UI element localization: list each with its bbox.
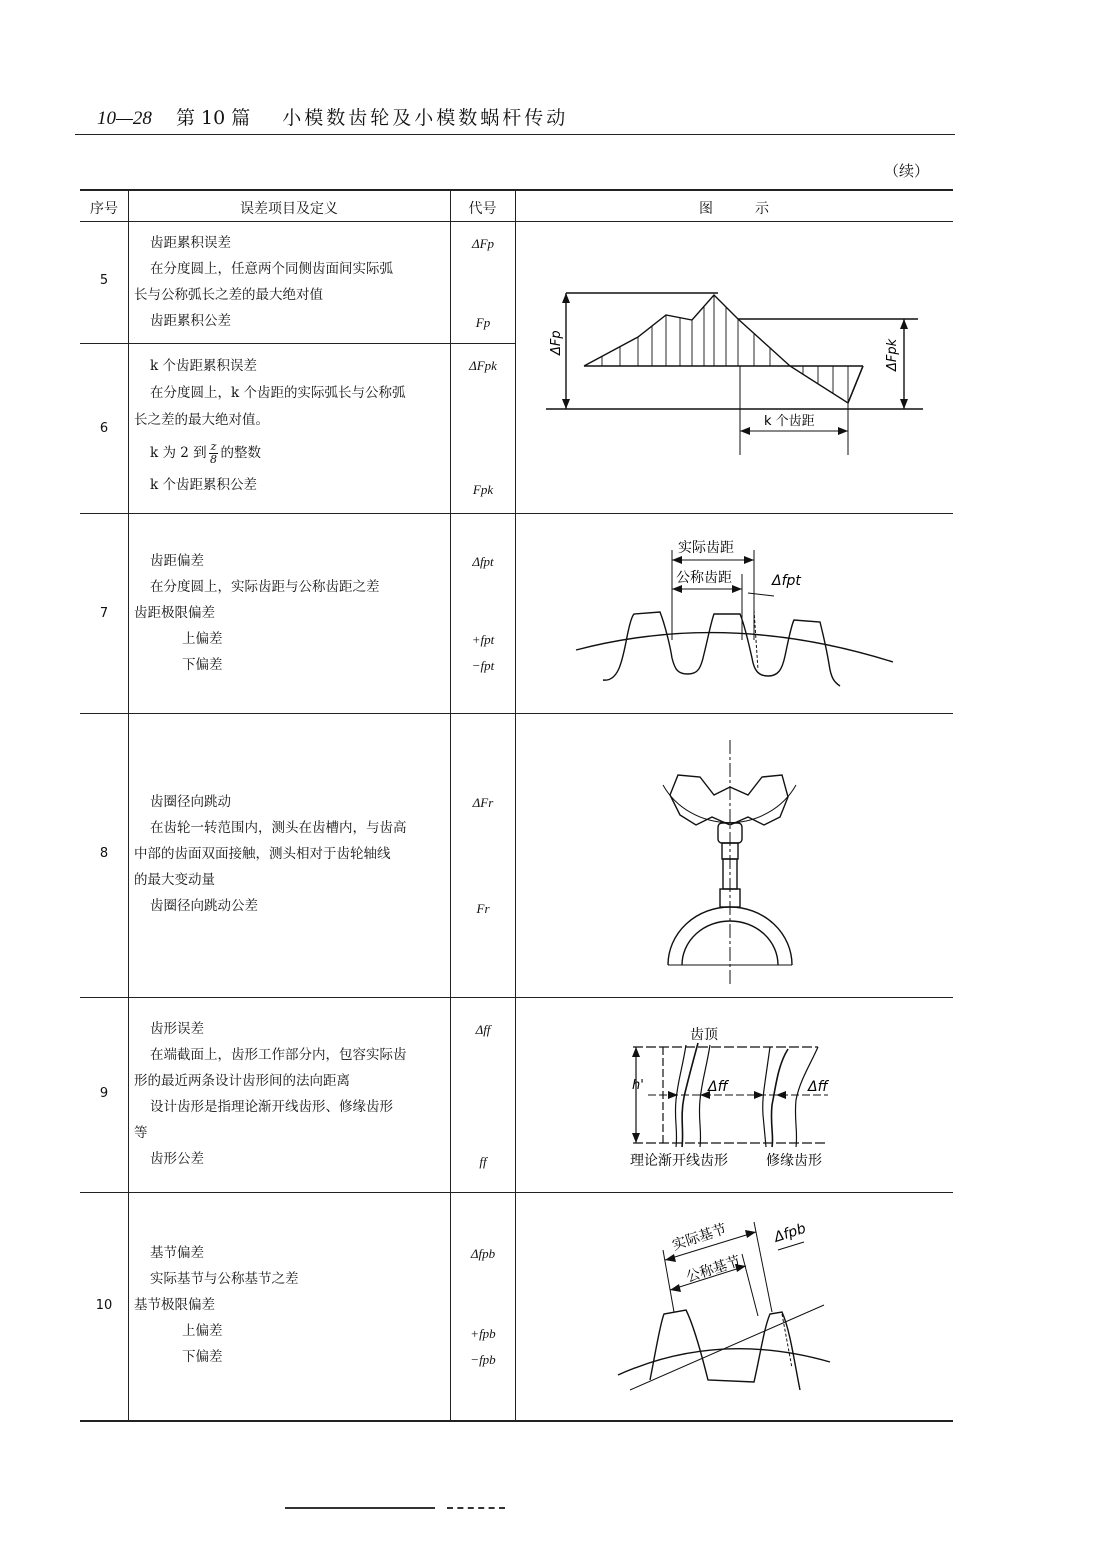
col-header-figure: 图 示 <box>699 201 769 217</box>
row-10-code: Δfpb <box>470 1246 496 1261</box>
scan-mark <box>285 1507 435 1509</box>
fraction-numerator: z <box>210 440 217 453</box>
hatching <box>602 295 848 403</box>
row-7-code: +fpt <box>471 632 495 647</box>
row-6-text <box>134 353 446 499</box>
fraction <box>209 441 219 466</box>
col-divider-2 <box>450 190 451 1420</box>
tooth-flank-actual <box>754 610 758 670</box>
part-label: 第 10 篇 <box>175 107 251 129</box>
row-9-number: 9 <box>99 1086 109 1101</box>
row-5-text <box>134 230 446 334</box>
label-nominal-base-pitch: 公称基节 <box>684 1253 743 1286</box>
row-7-line: 齿距偏差 <box>150 553 204 569</box>
label-actual-base-pitch: 实际基节 <box>670 1221 729 1254</box>
row-6-frac-prefix: k 为 2 到 <box>150 445 207 461</box>
figure-radial-runout <box>518 735 938 995</box>
row-10-code: +fpb <box>470 1326 496 1341</box>
row-6-line: 长之差的最大绝对值。 <box>134 412 269 428</box>
row-5-code: ΔFp <box>471 236 495 251</box>
leader-delta <box>748 593 774 596</box>
label-h: h' <box>632 1078 644 1093</box>
row-10-text <box>134 1240 446 1370</box>
row-6-frac-suffix: 的整数 <box>220 445 261 461</box>
page-number: 10—28 <box>97 108 152 129</box>
row-10-line: 实际基节与公称基节之差 <box>150 1271 299 1287</box>
row-9-code: ff <box>479 1154 487 1169</box>
row-8-code: Fr <box>476 901 490 916</box>
row-7-code: Δfpt <box>472 554 494 569</box>
row-9-line: 形的最近两条设计齿形间的法向距离 <box>134 1073 350 1089</box>
line-of-action <box>630 1305 824 1390</box>
gear-teeth <box>650 1310 800 1390</box>
pitch-circle <box>576 633 893 662</box>
col-header-code: 代号 <box>468 201 497 217</box>
row-7-number: 7 <box>99 606 109 621</box>
row-6-code: ΔFpk <box>469 358 497 373</box>
row-10-line: 下偏差 <box>182 1349 223 1365</box>
table-header-rule <box>80 221 953 222</box>
row-6-line: k 个齿距累积误差 <box>150 358 257 374</box>
row-7-line: 下偏差 <box>182 657 223 673</box>
row-8-line: 齿圈径向跳动 <box>150 794 231 810</box>
label-nominal-pitch: 公称齿距 <box>676 570 732 586</box>
row-5-number: 5 <box>99 273 109 288</box>
row-5-line: 齿距累积公差 <box>150 313 231 329</box>
row-6-line: 在分度圆上，k 个齿距的实际弧长与公称弧 <box>150 385 406 401</box>
row-8-number: 8 <box>99 846 109 861</box>
row-7-line: 上偏差 <box>182 631 223 647</box>
row-7-line: 齿距极限偏差 <box>134 605 215 621</box>
col-divider-3 <box>515 190 516 1420</box>
row-9-line: 齿形公差 <box>150 1151 204 1167</box>
row-8-line: 的最大变动量 <box>134 872 215 888</box>
row-10-line: 基节偏差 <box>150 1245 204 1261</box>
row-6-code: Fpk <box>472 482 494 497</box>
label-delta-ff-2: Δff <box>808 1079 828 1095</box>
row-10-number: 10 <box>95 1298 113 1313</box>
row-6-number: 6 <box>99 421 109 436</box>
table-bottom-rule <box>80 1420 953 1422</box>
row-7-line: 在分度圆上，实际齿距与公称齿距之差 <box>150 579 380 595</box>
modified-profile-2 <box>795 1047 818 1147</box>
page-title: 小模数齿轮及小模数蜗杆传动 <box>282 107 569 129</box>
figure-base-pitch-deviation <box>518 1210 938 1410</box>
header-rule <box>75 134 955 135</box>
row-divider-6-7 <box>80 513 953 514</box>
row-9-line: 等 <box>134 1125 148 1141</box>
row-8-text <box>134 789 446 919</box>
col-divider-1 <box>128 190 129 1420</box>
row-5-line: 齿距累积误差 <box>150 235 231 251</box>
row-10-code: −fpb <box>470 1352 496 1367</box>
row-5-line: 长与公称弧长之差的最大绝对值 <box>134 287 323 303</box>
label-delta-fpb: Δfpb <box>772 1220 808 1246</box>
label-delta-fpt: Δfpt <box>772 573 801 589</box>
figure-cumulative-pitch-error <box>518 275 938 475</box>
label-tooth-top: 齿顶 <box>690 1027 718 1043</box>
row-5-code: Fp <box>475 315 491 330</box>
row-divider-7-8 <box>80 713 953 714</box>
pitch-circle <box>618 1349 830 1375</box>
label-k-pitch: k 个齿距 <box>764 414 815 429</box>
modified-profile-1 <box>763 1047 770 1147</box>
gear-teeth <box>603 612 840 686</box>
row-9-line: 在端截面上，齿形工作部分内，包容实际齿 <box>150 1047 407 1063</box>
row-7-code: −fpt <box>471 658 495 673</box>
caption-modified: 修缘齿形 <box>766 1153 822 1169</box>
row-7-text <box>134 548 446 678</box>
row-10-line: 上偏差 <box>182 1323 223 1339</box>
row-divider-9-10 <box>80 1192 953 1193</box>
scan-mark <box>447 1507 505 1509</box>
label-delta-ff-1: Δff <box>708 1079 728 1095</box>
col-header-item: 误差项目及定义 <box>240 201 338 217</box>
page-header <box>97 103 568 130</box>
col-header-no: 序号 <box>90 201 118 217</box>
row-9-text <box>134 1016 446 1172</box>
row-8-code: ΔFr <box>472 795 494 810</box>
label-actual-pitch: 实际齿距 <box>678 540 734 556</box>
row-6-line: k 个齿距累积公差 <box>150 477 257 493</box>
curve-closing <box>848 366 863 403</box>
row-10-line: 基节极限偏差 <box>134 1297 215 1313</box>
row-5-line: 在分度圆上，任意两个同侧齿面间实际弧 <box>150 261 393 277</box>
row-9-line: 设计齿形是指理论渐开线齿形、修缘齿形 <box>150 1099 393 1115</box>
row-divider-8-9 <box>80 997 953 998</box>
gear-segment <box>670 775 788 825</box>
error-curve <box>584 295 863 403</box>
row-8-line: 中部的齿面双面接触，测头相对于齿轮轴线 <box>134 846 391 862</box>
continued-label: （续） <box>884 162 930 180</box>
row-9-line: 齿形误差 <box>150 1021 204 1037</box>
figure-pitch-deviation <box>518 530 938 710</box>
figure-profile-error <box>518 1025 938 1185</box>
fraction-denominator: 8 <box>210 453 218 466</box>
row-9-code: Δff <box>475 1022 491 1037</box>
table-top-rule <box>80 189 953 191</box>
caption-involute: 理论渐开线齿形 <box>630 1153 728 1169</box>
label-dFpk: ΔFpk <box>885 338 900 371</box>
row-6-line <box>134 434 446 472</box>
row-8-line: 齿圈径向跳动公差 <box>150 898 258 914</box>
row-8-line: 在齿轮一转范围内，测头在齿槽内，与齿高 <box>150 820 407 836</box>
arrowheads <box>562 293 908 435</box>
label-dFp: ΔFp <box>549 330 564 355</box>
ext-line <box>754 1222 772 1312</box>
ext-line <box>742 1254 758 1316</box>
